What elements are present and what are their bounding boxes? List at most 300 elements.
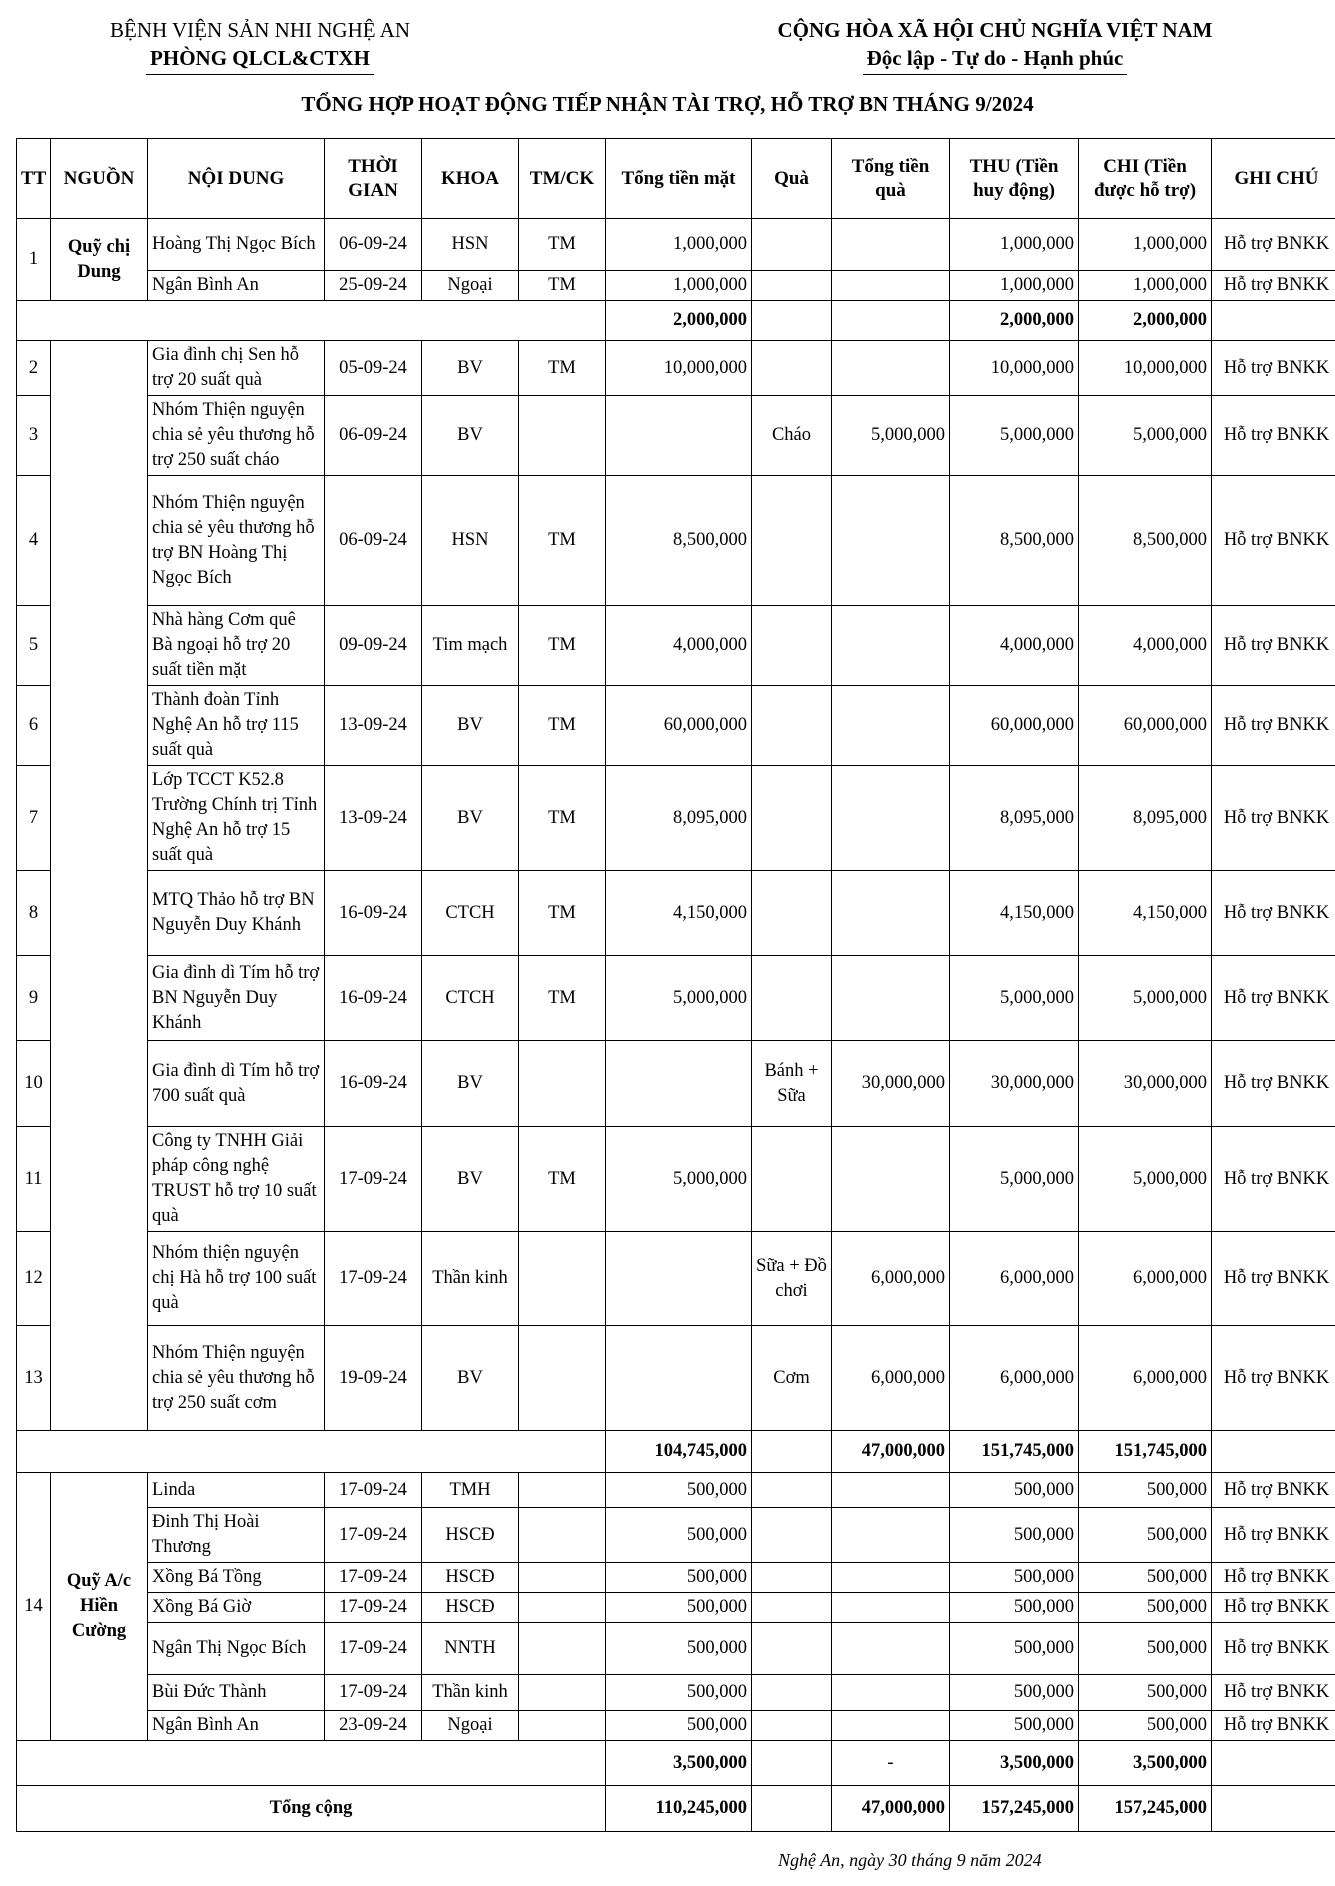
payment-type-cell (519, 1041, 606, 1127)
row-tt: 4 (17, 476, 51, 606)
col-header-tien-mat: Tổng tiền mặt (606, 139, 752, 219)
cash-cell: 5,000,000 (606, 1127, 752, 1232)
dept-cell: BV (422, 686, 519, 766)
content-cell: Xồng Bá Giờ (148, 1593, 325, 1623)
gift-cell (752, 1593, 832, 1623)
income-cell: 1,000,000 (950, 219, 1079, 271)
income-cell: 500,000 (950, 1711, 1079, 1741)
gift-value-cell (832, 766, 950, 871)
col-header-noi-dung: NỘI DUNG (148, 139, 325, 219)
donation-table (16, 138, 1335, 1832)
grand-total-label: Tổng cộng (17, 1786, 606, 1832)
table-row (17, 219, 1335, 271)
expense-cell: 5,000,000 (1079, 1127, 1212, 1232)
date-cell: 19-09-24 (325, 1326, 422, 1431)
date-cell: 25-09-24 (325, 271, 422, 301)
note-cell: Hỗ trợ BNKK (1212, 1675, 1335, 1711)
row-tt: 13 (17, 1326, 51, 1431)
note-cell: Hỗ trợ BNKK (1212, 956, 1335, 1041)
date-cell: 17-09-24 (325, 1593, 422, 1623)
content-cell: Đinh Thị Hoài Thương (148, 1508, 325, 1563)
table-row (17, 1675, 1335, 1711)
date-cell: 13-09-24 (325, 766, 422, 871)
col-header-tmck: TM/CK (519, 139, 606, 219)
content-cell: Gia đình chị Sen hỗ trợ 20 suất quà (148, 341, 325, 396)
income-cell: 5,000,000 (950, 956, 1079, 1041)
expense-cell: 4,150,000 (1079, 871, 1212, 956)
content-cell: Lớp TCCT K52.8 Trường Chính trị Tỉnh Nghệ An hỗ trợ 15 suất quà (148, 766, 325, 871)
payment-type-cell (519, 1711, 606, 1741)
date-cell: 16-09-24 (325, 956, 422, 1041)
gift-cell (752, 1127, 832, 1232)
dept-cell: CTCH (422, 956, 519, 1041)
subtotal-note (1212, 301, 1335, 341)
row-tt: 9 (17, 956, 51, 1041)
gift-value-cell (832, 1593, 950, 1623)
gift-cell (752, 871, 832, 956)
dept-cell: BV (422, 1127, 519, 1232)
subtotal-label-cell (17, 1741, 606, 1786)
gift-value-cell (832, 1563, 950, 1593)
subtotal-expense: 151,745,000 (1079, 1431, 1212, 1473)
content-cell: Nhóm thiện nguyện chị Hà hỗ trợ 100 suất quà (148, 1232, 325, 1326)
col-header-ghi-chu: GHI CHÚ (1212, 139, 1335, 219)
date-cell: 23-09-24 (325, 1711, 422, 1741)
content-cell: Gia đình dì Tím hỗ trợ 700 suất quà (148, 1041, 325, 1127)
income-cell: 500,000 (950, 1508, 1079, 1563)
dept-cell: HSCĐ (422, 1508, 519, 1563)
gift-cell (752, 1623, 832, 1675)
table-row (17, 1623, 1335, 1675)
note-cell: Hỗ trợ BNKK (1212, 1563, 1335, 1593)
subtotal-label-cell (17, 1431, 606, 1473)
subtotal-row (17, 1431, 1335, 1473)
subtotal-cash: 2,000,000 (606, 301, 752, 341)
col-header-khoa: KHOA (422, 139, 519, 219)
payment-type-cell: TM (519, 271, 606, 301)
gift-cell (752, 219, 832, 271)
nation-header (700, 16, 1290, 75)
gift-value-cell (832, 1623, 950, 1675)
gift-value-cell (832, 956, 950, 1041)
gift-cell: Cơm (752, 1326, 832, 1431)
expense-cell: 60,000,000 (1079, 686, 1212, 766)
dept-cell: CTCH (422, 871, 519, 956)
cash-cell: 1,000,000 (606, 219, 752, 271)
row-tt: 12 (17, 1232, 51, 1326)
gift-value-cell (832, 1127, 950, 1232)
income-cell: 8,095,000 (950, 766, 1079, 871)
expense-cell: 500,000 (1079, 1563, 1212, 1593)
date-cell: 06-09-24 (325, 476, 422, 606)
income-cell: 5,000,000 (950, 1127, 1079, 1232)
income-cell: 8,500,000 (950, 476, 1079, 606)
income-cell: 6,000,000 (950, 1326, 1079, 1431)
expense-cell: 5,000,000 (1079, 956, 1212, 1041)
payment-type-cell (519, 1508, 606, 1563)
note-cell: Hỗ trợ BNKK (1212, 1232, 1335, 1326)
note-cell: Hỗ trợ BNKK (1212, 766, 1335, 871)
nation-name: CỘNG HÒA XÃ HỘI CHỦ NGHĨA VIỆT NAM (777, 18, 1213, 42)
expense-cell: 4,000,000 (1079, 606, 1212, 686)
department-name: PHÒNG QLCL&CTXH (146, 44, 374, 75)
cash-cell: 500,000 (606, 1563, 752, 1593)
table-row (17, 871, 1335, 956)
note-cell: Hỗ trợ BNKK (1212, 1711, 1335, 1741)
table-row (17, 476, 1335, 606)
expense-cell: 500,000 (1079, 1508, 1212, 1563)
subtotal-cash: 3,500,000 (606, 1741, 752, 1786)
gift-cell (752, 1473, 832, 1508)
subtotal-gift (752, 301, 832, 341)
note-cell: Hỗ trợ BNKK (1212, 1623, 1335, 1675)
payment-type-cell (519, 1675, 606, 1711)
gift-cell: Sữa + Đồ chơi (752, 1232, 832, 1326)
gift-value-cell: 5,000,000 (832, 396, 950, 476)
expense-cell: 10,000,000 (1079, 341, 1212, 396)
nation-motto: Độc lập - Tự do - Hạnh phúc (863, 44, 1128, 75)
dept-cell: BV (422, 766, 519, 871)
subtotal-note (1212, 1741, 1335, 1786)
cash-cell: 8,095,000 (606, 766, 752, 871)
signature-date: Nghệ An, ngày 30 tháng 9 năm 2024 (778, 1850, 1042, 1870)
table-row (17, 1232, 1335, 1326)
col-header-qua: Quà (752, 139, 832, 219)
cash-cell: 4,150,000 (606, 871, 752, 956)
source-cell: Quỹ chị Dung (51, 219, 148, 301)
table-row (17, 766, 1335, 871)
subtotal-gift-value: 47,000,000 (832, 1431, 950, 1473)
note-cell: Hỗ trợ BNKK (1212, 606, 1335, 686)
content-cell: Ngân Thị Ngọc Bích (148, 1623, 325, 1675)
gift-value-cell (832, 1711, 950, 1741)
subtotal-cash: 104,745,000 (606, 1431, 752, 1473)
gift-value-cell (832, 1508, 950, 1563)
cash-cell: 1,000,000 (606, 271, 752, 301)
note-cell: Hỗ trợ BNKK (1212, 396, 1335, 476)
content-cell: Thành đoàn Tỉnh Nghệ An hỗ trợ 115 suất quà (148, 686, 325, 766)
income-cell: 6,000,000 (950, 1232, 1079, 1326)
expense-cell: 500,000 (1079, 1711, 1212, 1741)
cash-cell: 500,000 (606, 1508, 752, 1563)
date-cell: 05-09-24 (325, 341, 422, 396)
dept-cell: Thần kinh (422, 1675, 519, 1711)
dept-cell: HSN (422, 476, 519, 606)
subtotal-income: 151,745,000 (950, 1431, 1079, 1473)
date-cell: 13-09-24 (325, 686, 422, 766)
subtotal-income: 3,500,000 (950, 1741, 1079, 1786)
table-row (17, 1711, 1335, 1741)
note-cell: Hỗ trợ BNKK (1212, 271, 1335, 301)
gift-cell (752, 1563, 832, 1593)
table-row (17, 606, 1335, 686)
dept-cell: HSCĐ (422, 1593, 519, 1623)
table-row (17, 1508, 1335, 1563)
gift-value-cell (832, 606, 950, 686)
gift-cell (752, 956, 832, 1041)
subtotal-note (1212, 1431, 1335, 1473)
subtotal-gift-value (832, 301, 950, 341)
gift-cell (752, 1711, 832, 1741)
org-name: BỆNH VIỆN SẢN NHI NGHỆ AN (109, 18, 411, 42)
col-header-thu: THU (Tiền huy động) (950, 139, 1079, 219)
dept-cell: BV (422, 1326, 519, 1431)
gift-cell: Cháo (752, 396, 832, 476)
source-cell: Quỹ A/c Hiền Cường (51, 1473, 148, 1741)
subtotal-row (17, 301, 1335, 341)
subtotal-row (17, 1741, 1335, 1786)
subtotal-gift (752, 1741, 832, 1786)
gift-cell (752, 1508, 832, 1563)
row-tt: 3 (17, 396, 51, 476)
expense-cell: 500,000 (1079, 1623, 1212, 1675)
gift-cell (752, 766, 832, 871)
payment-type-cell (519, 1473, 606, 1508)
note-cell: Hỗ trợ BNKK (1212, 871, 1335, 956)
gift-value-cell (832, 476, 950, 606)
cash-cell (606, 1232, 752, 1326)
table-row (17, 271, 1335, 301)
cash-cell (606, 1041, 752, 1127)
gift-cell (752, 606, 832, 686)
note-cell: Hỗ trợ BNKK (1212, 1508, 1335, 1563)
content-cell: Nhóm Thiện nguyện chia sẻ yêu thương hỗ trợ BN Hoàng Thị Ngọc Bích (148, 476, 325, 606)
date-cell: 16-09-24 (325, 871, 422, 956)
table-row (17, 686, 1335, 766)
content-cell: Bùi Đức Thành (148, 1675, 325, 1711)
grand-total-gift-value: 47,000,000 (832, 1786, 950, 1832)
cash-cell: 500,000 (606, 1473, 752, 1508)
dept-cell: HSCĐ (422, 1563, 519, 1593)
content-cell: Nhóm Thiện nguyện chia sẻ yêu thương hỗ trợ 250 suất cháo (148, 396, 325, 476)
grand-total-cash: 110,245,000 (606, 1786, 752, 1832)
expense-cell: 6,000,000 (1079, 1232, 1212, 1326)
expense-cell: 1,000,000 (1079, 271, 1212, 301)
table-row (17, 1593, 1335, 1623)
source-cell (51, 341, 148, 1431)
table-row (17, 1041, 1335, 1127)
payment-type-cell: TM (519, 476, 606, 606)
note-cell: Hỗ trợ BNKK (1212, 219, 1335, 271)
note-cell: Hỗ trợ BNKK (1212, 341, 1335, 396)
payment-type-cell (519, 1593, 606, 1623)
cash-cell: 10,000,000 (606, 341, 752, 396)
date-cell: 09-09-24 (325, 606, 422, 686)
gift-cell (752, 271, 832, 301)
grand-total-row (17, 1786, 1335, 1832)
payment-type-cell (519, 396, 606, 476)
gift-value-cell (832, 871, 950, 956)
content-cell: Linda (148, 1473, 325, 1508)
cash-cell (606, 1326, 752, 1431)
note-cell: Hỗ trợ BNKK (1212, 686, 1335, 766)
document-title: TỔNG HỢP HOẠT ĐỘNG TIẾP NHẬN TÀI TRỢ, HỖ TRỢ BN THÁNG 9/2024 (301, 92, 1034, 116)
cash-cell: 5,000,000 (606, 956, 752, 1041)
note-cell: Hỗ trợ BNKK (1212, 1041, 1335, 1127)
cash-cell: 500,000 (606, 1675, 752, 1711)
payment-type-cell: TM (519, 686, 606, 766)
dept-cell: Tim mạch (422, 606, 519, 686)
payment-type-cell: TM (519, 1127, 606, 1232)
income-cell: 30,000,000 (950, 1041, 1079, 1127)
income-cell: 500,000 (950, 1623, 1079, 1675)
cash-cell: 500,000 (606, 1593, 752, 1623)
gift-cell: Bánh + Sữa (752, 1041, 832, 1127)
income-cell: 1,000,000 (950, 271, 1079, 301)
dept-cell: BV (422, 396, 519, 476)
payment-type-cell (519, 1563, 606, 1593)
table-row (17, 341, 1335, 396)
income-cell: 5,000,000 (950, 396, 1079, 476)
gift-cell (752, 341, 832, 396)
col-header-tt: TT (17, 139, 51, 219)
income-cell: 500,000 (950, 1473, 1079, 1508)
row-tt: 5 (17, 606, 51, 686)
note-cell: Hỗ trợ BNKK (1212, 1326, 1335, 1431)
expense-cell: 8,095,000 (1079, 766, 1212, 871)
grand-total-income: 157,245,000 (950, 1786, 1079, 1832)
dept-cell: HSN (422, 219, 519, 271)
cash-cell: 60,000,000 (606, 686, 752, 766)
payment-type-cell: TM (519, 766, 606, 871)
payment-type-cell (519, 1623, 606, 1675)
note-cell: Hỗ trợ BNKK (1212, 1593, 1335, 1623)
table-row (17, 1473, 1335, 1508)
expense-cell: 6,000,000 (1079, 1326, 1212, 1431)
date-cell: 17-09-24 (325, 1473, 422, 1508)
date-cell: 06-09-24 (325, 219, 422, 271)
table-row (17, 1326, 1335, 1431)
row-tt: 6 (17, 686, 51, 766)
row-tt: 7 (17, 766, 51, 871)
table-row (17, 1563, 1335, 1593)
income-cell: 4,150,000 (950, 871, 1079, 956)
subtotal-expense: 3,500,000 (1079, 1741, 1212, 1786)
col-header-nguon: NGUỒN (51, 139, 148, 219)
date-cell: 17-09-24 (325, 1675, 422, 1711)
dept-cell: Ngoại (422, 271, 519, 301)
content-cell: Công ty TNHH Giải pháp công nghệ TRUST hỗ trợ 10 suất quà (148, 1127, 325, 1232)
expense-cell: 500,000 (1079, 1593, 1212, 1623)
expense-cell: 5,000,000 (1079, 396, 1212, 476)
gift-value-cell: 6,000,000 (832, 1232, 950, 1326)
dept-cell: BV (422, 1041, 519, 1127)
payment-type-cell (519, 1326, 606, 1431)
table-row (17, 956, 1335, 1041)
subtotal-expense: 2,000,000 (1079, 301, 1212, 341)
payment-type-cell: TM (519, 871, 606, 956)
note-cell: Hỗ trợ BNKK (1212, 476, 1335, 606)
row-tt: 8 (17, 871, 51, 956)
cash-cell: 8,500,000 (606, 476, 752, 606)
dept-cell: BV (422, 341, 519, 396)
expense-cell: 30,000,000 (1079, 1041, 1212, 1127)
payment-type-cell: TM (519, 341, 606, 396)
gift-cell (752, 686, 832, 766)
date-cell: 17-09-24 (325, 1127, 422, 1232)
expense-cell: 500,000 (1079, 1473, 1212, 1508)
note-cell: Hỗ trợ BNKK (1212, 1473, 1335, 1508)
cash-cell: 500,000 (606, 1711, 752, 1741)
gift-value-cell (832, 1473, 950, 1508)
date-cell: 17-09-24 (325, 1563, 422, 1593)
expense-cell: 1,000,000 (1079, 219, 1212, 271)
subtotal-gift-value: - (832, 1741, 950, 1786)
payment-type-cell: TM (519, 606, 606, 686)
grand-total-expense: 157,245,000 (1079, 1786, 1212, 1832)
expense-cell: 8,500,000 (1079, 476, 1212, 606)
org-header (100, 16, 420, 75)
col-header-thoi-gian: THỜI GIAN (325, 139, 422, 219)
date-cell: 16-09-24 (325, 1041, 422, 1127)
gift-value-cell: 30,000,000 (832, 1041, 950, 1127)
row-tt: 14 (17, 1473, 51, 1741)
table-row (17, 396, 1335, 476)
row-tt: 2 (17, 341, 51, 396)
content-cell: MTQ Thảo hỗ trợ BN Nguyễn Duy Khánh (148, 871, 325, 956)
cash-cell: 500,000 (606, 1623, 752, 1675)
subtotal-gift (752, 1431, 832, 1473)
dept-cell: Thần kinh (422, 1232, 519, 1326)
row-tt: 11 (17, 1127, 51, 1232)
gift-value-cell: 6,000,000 (832, 1326, 950, 1431)
table-row (17, 1127, 1335, 1232)
income-cell: 60,000,000 (950, 686, 1079, 766)
payment-type-cell (519, 1232, 606, 1326)
date-cell: 06-09-24 (325, 396, 422, 476)
expense-cell: 500,000 (1079, 1675, 1212, 1711)
content-cell: Xồng Bá Tồng (148, 1563, 325, 1593)
content-cell: Ngân Bình An (148, 1711, 325, 1741)
gift-cell (752, 476, 832, 606)
income-cell: 4,000,000 (950, 606, 1079, 686)
gift-cell (752, 1675, 832, 1711)
grand-total-note (1212, 1786, 1335, 1832)
date-cell: 17-09-24 (325, 1232, 422, 1326)
gift-value-cell (832, 271, 950, 301)
income-cell: 500,000 (950, 1593, 1079, 1623)
content-cell: Gia đình dì Tím hỗ trợ BN Nguyễn Duy Khánh (148, 956, 325, 1041)
subtotal-label-cell (17, 301, 606, 341)
income-cell: 500,000 (950, 1675, 1079, 1711)
date-cell: 17-09-24 (325, 1623, 422, 1675)
subtotal-income: 2,000,000 (950, 301, 1079, 341)
dept-cell: TMH (422, 1473, 519, 1508)
note-cell: Hỗ trợ BNKK (1212, 1127, 1335, 1232)
date-cell: 17-09-24 (325, 1508, 422, 1563)
content-cell: Ngân Bình An (148, 271, 325, 301)
payment-type-cell: TM (519, 219, 606, 271)
table-header-row (17, 139, 1335, 219)
cash-cell (606, 396, 752, 476)
col-header-tien-qua: Tổng tiền quà (832, 139, 950, 219)
dept-cell: Ngoại (422, 1711, 519, 1741)
grand-total-gift (752, 1786, 832, 1832)
dept-cell: NNTH (422, 1623, 519, 1675)
col-header-chi: CHI (Tiền được hỗ trợ) (1079, 139, 1212, 219)
gift-value-cell (832, 341, 950, 396)
gift-value-cell (832, 1675, 950, 1711)
income-cell: 500,000 (950, 1563, 1079, 1593)
content-cell: Hoàng Thị Ngọc Bích (148, 219, 325, 271)
row-tt: 10 (17, 1041, 51, 1127)
cash-cell: 4,000,000 (606, 606, 752, 686)
payment-type-cell: TM (519, 956, 606, 1041)
content-cell: Nhóm Thiện nguyện chia sẻ yêu thương hỗ trợ 250 suất cơm (148, 1326, 325, 1431)
row-tt: 1 (17, 219, 51, 301)
income-cell: 10,000,000 (950, 341, 1079, 396)
gift-value-cell (832, 219, 950, 271)
